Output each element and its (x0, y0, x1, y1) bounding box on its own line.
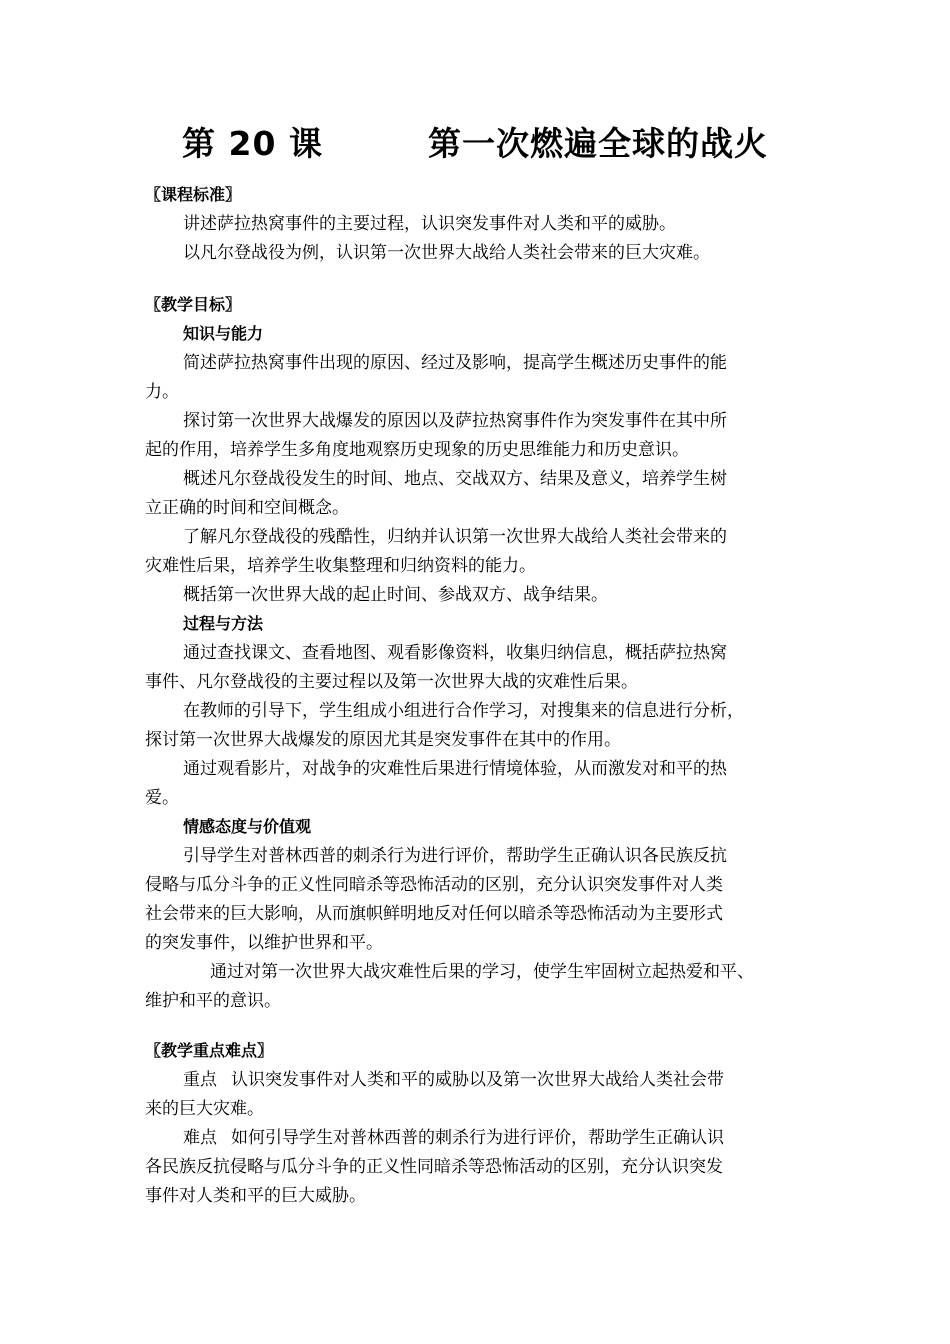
paragraph-line: 概述凡尔登战役发生的时间、地点、交战双方、结果及意义，培养学生树 (183, 469, 727, 489)
section-heading-key-points: 〖教学重点难点〗 (145, 1041, 274, 1060)
paragraph-line: 通过对第一次世界大战灾难性后果的学习，使学生牢固树立起热爱和平、 (210, 962, 754, 982)
lesson-name: 第一次燃遍全球的战火 (427, 124, 768, 163)
paragraph-line: 来的巨大灾难。 (145, 1099, 264, 1119)
paragraph-line: 各民族反抗侵略与瓜分斗争的正义性同暗杀等恐怖活动的区别，充分认识突发 (145, 1157, 723, 1177)
paragraph-line: 讲述萨拉热窝事件的主要过程，认识突发事件对人类和平的威胁。 (183, 214, 676, 234)
paragraph-line: 探讨第一次世界大战爆发的原因以及萨拉热窝事件作为突发事件在其中所 (183, 411, 727, 431)
paragraph-line: 灾难性后果，培养学生收集整理和归纳资料的能力。 (145, 556, 536, 576)
paragraph-line: 起的作用，培养学生多角度地观察历史现象的历史思维能力和历史意识。 (145, 440, 689, 460)
paragraph-line: 社会带来的巨大影响，从而旗帜鲜明地反对任何以暗杀等恐怖活动为主要形式 (145, 904, 723, 924)
key-point-line (183, 1069, 724, 1091)
paragraph-line: 通过查找课文、查看地图、观看影像资料，收集归纳信息，概括萨拉热窝 (183, 643, 727, 663)
paragraph-line: 了解凡尔登战役的残酷性，归纳并认识第一次世界大战给人类社会带来的 (183, 527, 727, 547)
paragraph-line: 侵略与瓜分斗争的正义性同暗杀等恐怖活动的区别，充分认识突发事件对人类 (145, 875, 723, 895)
paragraph-line: 事件、凡尔登战役的主要过程以及第一次世界大战的灾难性后果。 (145, 672, 638, 692)
lesson-number: 第 20 课 (182, 124, 323, 163)
difficulty-label: 难点 (183, 1128, 217, 1148)
paragraph-line: 的突发事件，以维护世界和平。 (145, 933, 383, 953)
paragraph-line: 力。 (145, 382, 179, 402)
paragraph-line: 维护和平的意识。 (145, 991, 281, 1011)
paragraph-line: 简述萨拉热窝事件出现的原因、经过及影响，提高学生概述历史事件的能 (183, 353, 727, 373)
paragraph-line: 引导学生对普林西普的刺杀行为进行评价，帮助学生正确认识各民族反抗 (183, 846, 727, 866)
subheading-process: 过程与方法 (183, 614, 264, 633)
lesson-title (0, 118, 950, 165)
paragraph-line: 探讨第一次世界大战爆发的原因尤其是突发事件在其中的作用。 (145, 730, 621, 750)
paragraph-line: 爱。 (145, 788, 179, 808)
key-point-label: 重点 (183, 1070, 217, 1090)
difficulty-line (183, 1127, 724, 1149)
subheading-values: 情感态度与价值观 (183, 817, 312, 836)
paragraph-line: 概括第一次世界大战的起止时间、参战双方、战争结果。 (183, 585, 608, 605)
section-heading-curriculum: 〖课程标准〗 (145, 185, 242, 204)
paragraph-line: 立正确的时间和空间概念。 (145, 498, 349, 518)
paragraph-line: 事件对人类和平的巨大威胁。 (145, 1186, 366, 1206)
difficulty-text: 如何引导学生对普林西普的刺杀行为进行评价，帮助学生正确认识 (231, 1128, 724, 1148)
paragraph-line: 以凡尔登战役为例，认识第一次世界大战给人类社会带来的巨大灾难。 (183, 243, 710, 263)
section-heading-objectives: 〖教学目标〗 (145, 295, 242, 314)
paragraph-line: 通过观看影片，对战争的灾难性后果进行情境体验，从而激发对和平的热 (183, 759, 727, 779)
key-point-text: 认识突发事件对人类和平的威胁以及第一次世界大战给人类社会带 (231, 1070, 724, 1090)
subheading-knowledge: 知识与能力 (183, 324, 264, 343)
paragraph-line: 在教师的引导下，学生组成小组进行合作学习，对搜集来的信息进行分析， (183, 701, 744, 721)
